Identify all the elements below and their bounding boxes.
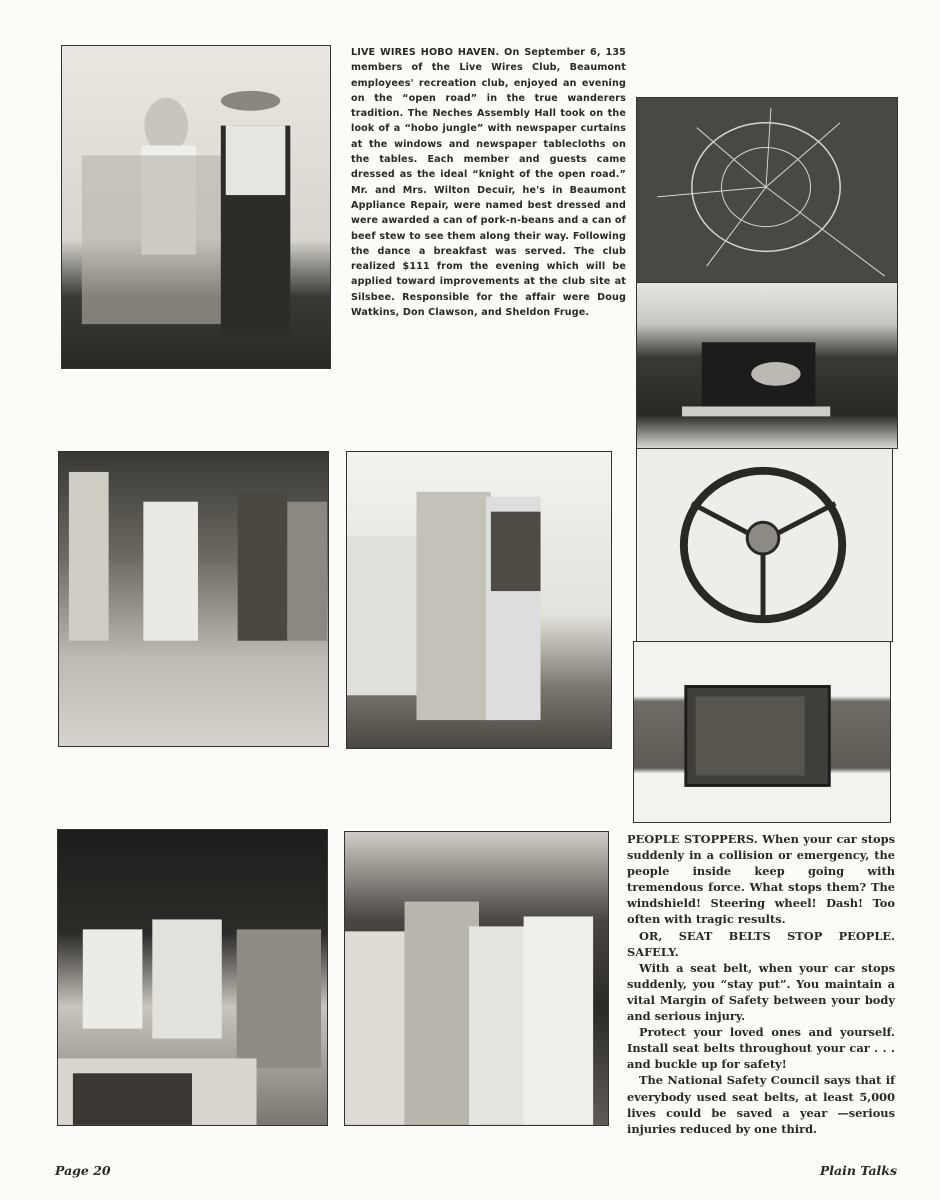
seat-belt-paragraph: Protect your loved ones and yourself. Install seat belts throughout your car . . . and buckle up for safety!	[627, 1025, 895, 1072]
hobo-haven-article	[351, 45, 626, 320]
seat-belt-article	[627, 831, 895, 1137]
photo-hobo-couple-at-bar	[61, 45, 331, 369]
photo-car-dashboard	[636, 282, 898, 449]
photo-group-of-four	[344, 831, 609, 1126]
hobo-haven-body: On September 6, 135 members of the Live Wires Club, Beaumont employees' recreation club, enjoyed an evening on the “open road” in the true wanderers tradition. The Neches Assembly Hall took on the look of a “hobo jungle” with newspaper curtains at the windows and newspaper tablecloths on the tables. Each member and guests came dressed as the ideal “knight of the open road.” Mr. and Mrs. Wilton Decuir, he's in Beaumont Appliance Repair, were named best dressed and were awarded a can of pork-n-beans and a can of beef stew to see them along their way. Following the dance a breakfast was served. The club realized $111 from the evening which will be applied toward improvements at the club site at Silsbee. Responsible for the affair were Doug Watkins, Don Clawson, and Sheldon Fruge.	[351, 47, 627, 319]
seat-belt-paragraph: The National Safety Council says that if everybody used seat belts, at least 5,000 lives could be saved a year —serious injuries reduced by one third.	[627, 1073, 895, 1136]
publication-name: Plain Talks	[819, 1163, 897, 1178]
photo-costumed-couple	[346, 451, 612, 749]
seat-belt-headline: PEOPLE STOPPERS.	[627, 832, 758, 846]
seat-belt-paragraph: When your car stops suddenly in a collision or emergency, the people inside keep going with tremendous force. What stops them? The windshield! Steering wheel! Dash! Too often with tragic results.	[627, 832, 895, 927]
photo-cracked-windshield	[636, 97, 898, 283]
photo-table-group	[57, 829, 328, 1126]
photo-steering-wheel	[636, 448, 893, 642]
photo-dancing-crowd	[58, 451, 329, 747]
seat-belt-paragraph: With a seat belt, when your car stops suddenly, you “stay put”. You maintain a vital Margin of Safety between your body and serious injury.	[627, 960, 895, 1024]
hobo-haven-headline: LIVE WIRES HOBO HAVEN.	[351, 47, 500, 58]
page-number: Page 20	[55, 1163, 111, 1178]
seat-belt-subheading: OR, SEAT BELTS STOP PEOPLE. SAFELY.	[627, 928, 895, 959]
photo-seat-belt-buckle	[633, 641, 891, 823]
